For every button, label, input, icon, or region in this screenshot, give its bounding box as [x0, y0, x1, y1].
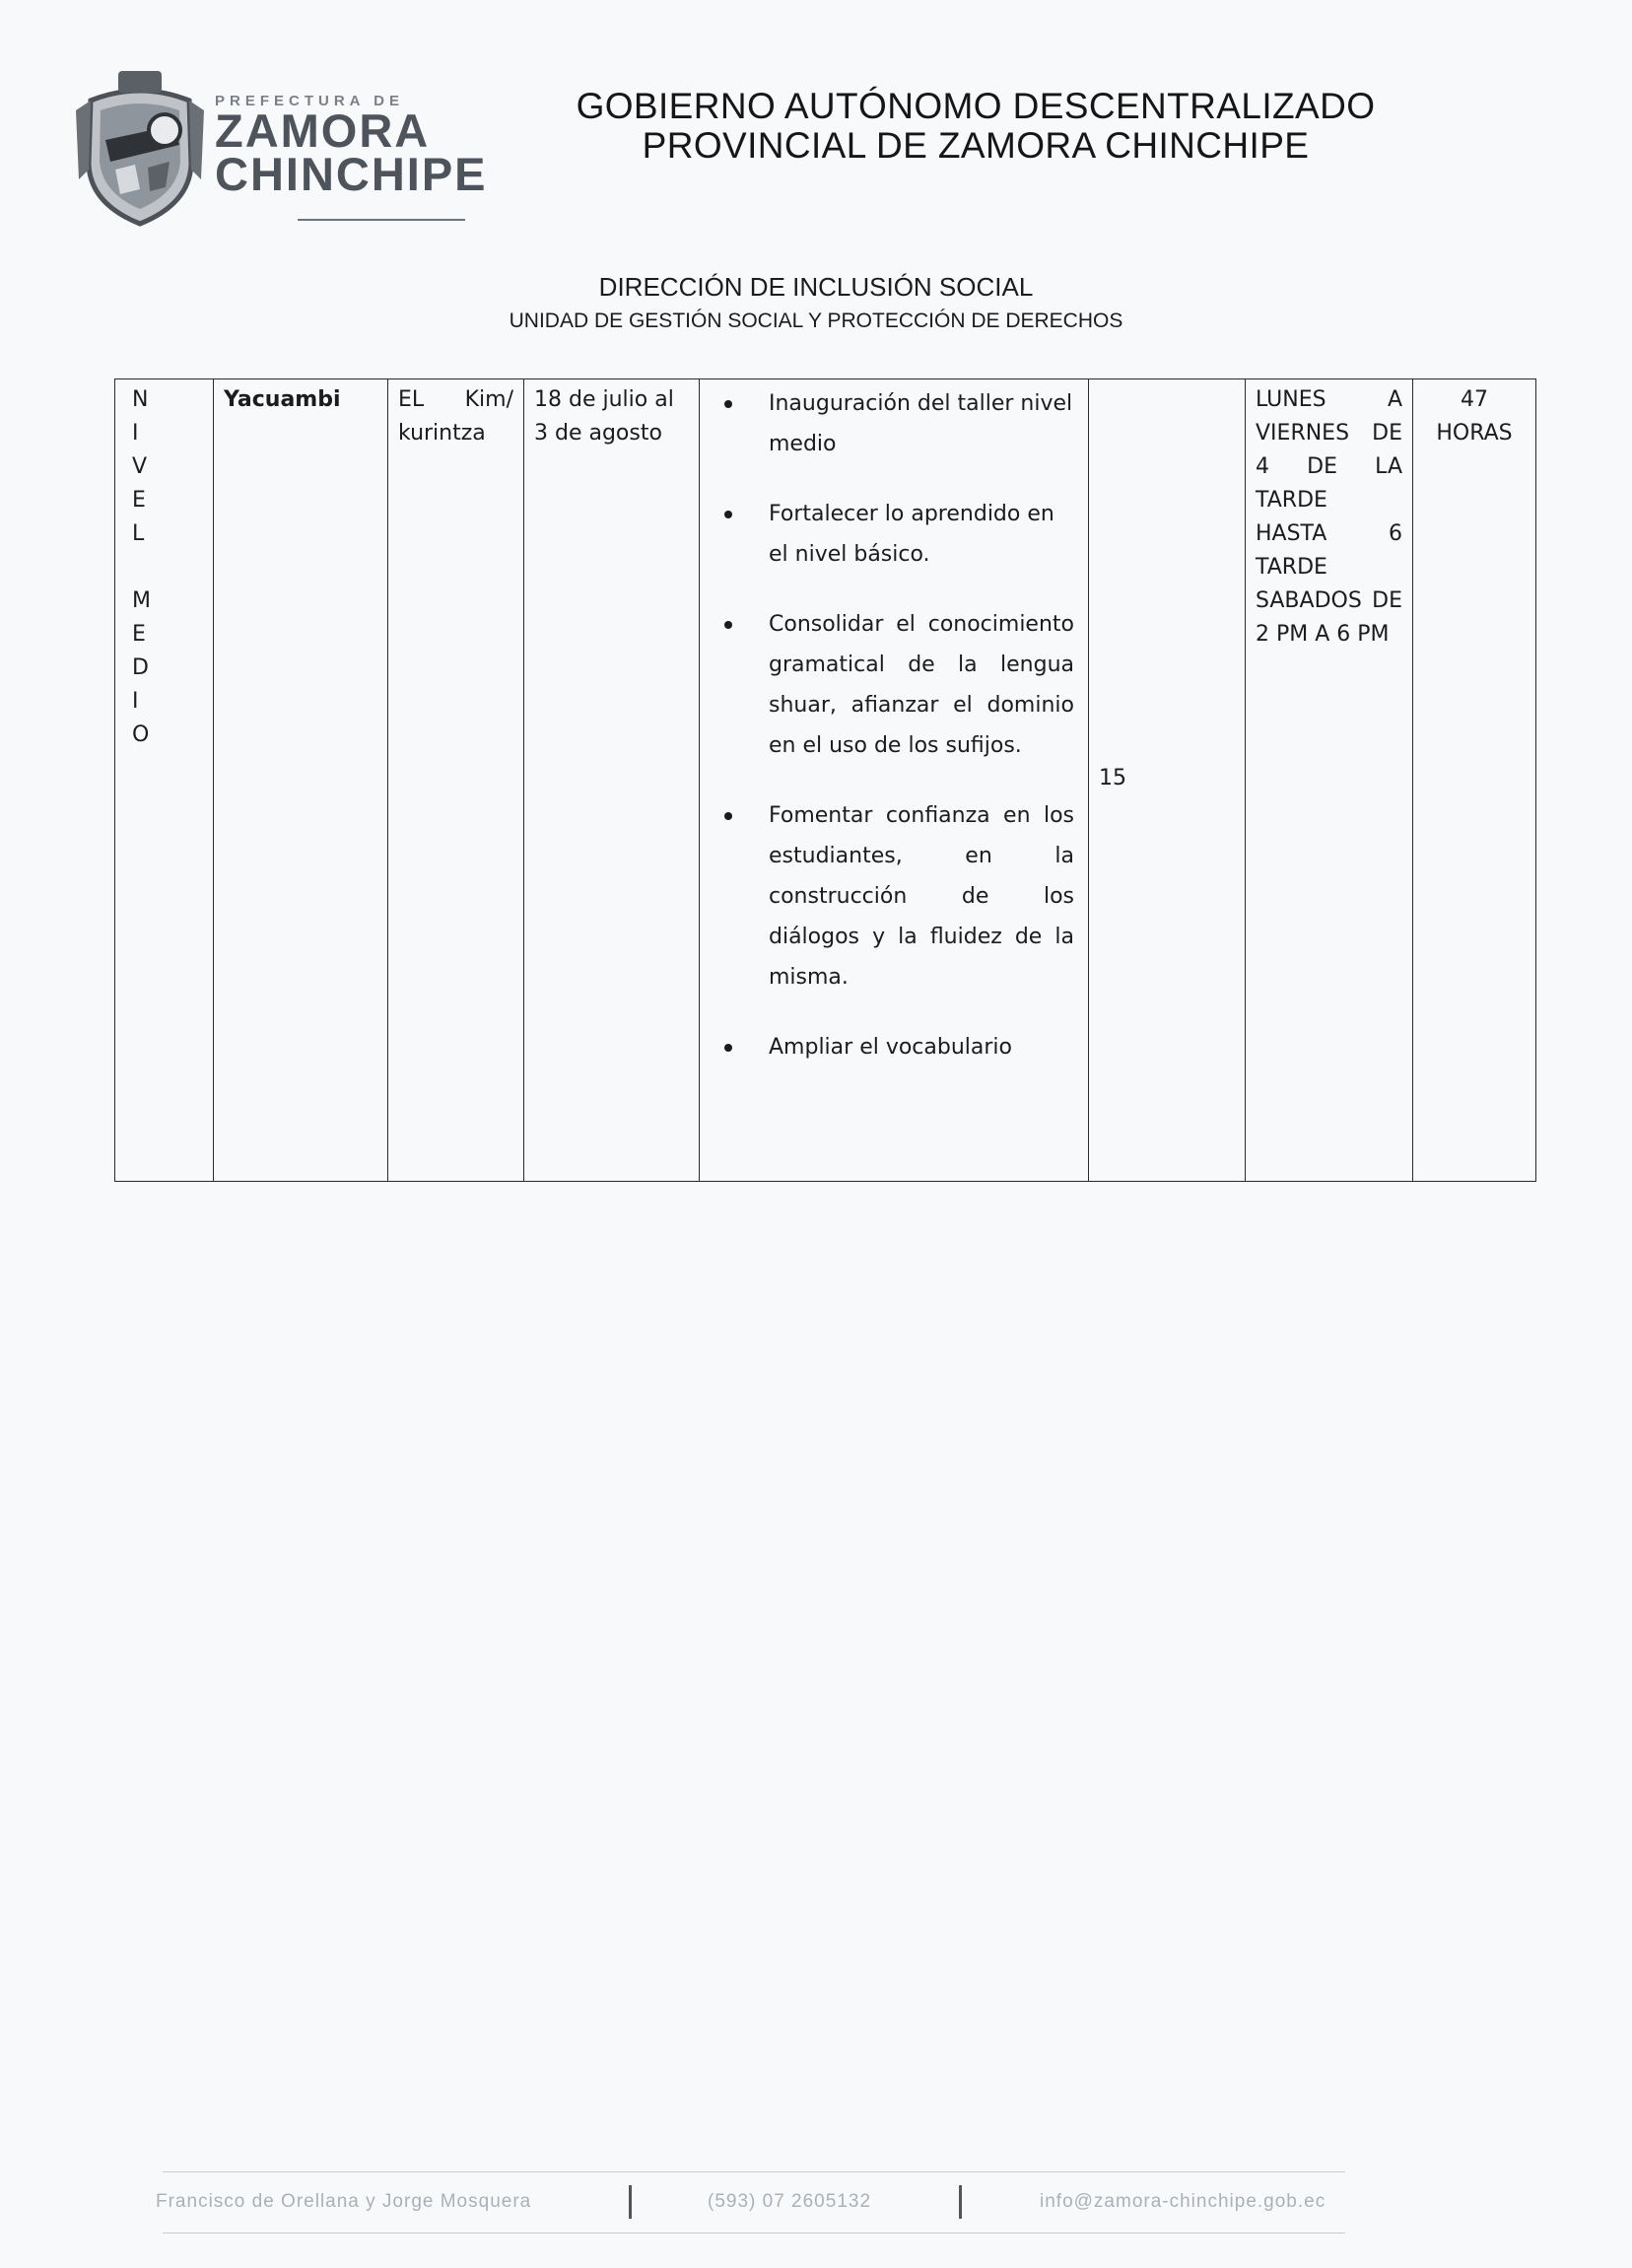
level-letter: M: [132, 588, 151, 613]
unit-title: UNIDAD DE GESTIÓN SOCIAL Y PROTECCIÓN DE DERECHOS: [509, 309, 1123, 332]
government-title-line2: PROVINCIAL DE ZAMORA CHINCHIPE: [642, 125, 1310, 166]
table-row: [115, 379, 1536, 1182]
footer-phone: (593) 07 2605132: [708, 2191, 872, 2212]
government-title-line1: GOBIERNO AUTÓNOMO DESCENTRALIZADO: [576, 86, 1376, 126]
level-letter: D: [132, 655, 149, 680]
level-letter: I: [132, 421, 139, 446]
workshop-table: [114, 378, 1536, 1182]
government-title: [483, 87, 1468, 166]
objectives-list: [710, 383, 1074, 1067]
level-letter: I: [132, 689, 139, 714]
footer-address: Francisco de Orellana y Jorge Mosquera: [156, 2191, 532, 2212]
direction-title: DIRECCIÓN DE INCLUSIÓN SOCIAL: [598, 272, 1034, 302]
list-item: Consolidar el conocimiento gramatical de la lengua shuar, afianzar el dominio en el uso de los sufijos.: [769, 604, 1074, 766]
list-item: Fortalecer lo aprendido en el nivel básico.: [769, 494, 1074, 575]
list-item: Inauguración del taller nivel medio: [769, 383, 1074, 464]
coat-of-arms-icon: [71, 71, 209, 229]
logo-line-chinchipe: CHINCHIPE: [215, 148, 488, 200]
list-item: Fomentar confianza en los estudiantes, en la construcción de los diálogos y la fluidez de la misma.: [769, 795, 1074, 997]
logo-line-zamora: ZAMORA: [215, 104, 431, 157]
footer-email: info@zamora-chinchipe.gob.ec: [1040, 2191, 1326, 2212]
logo-prefix: PREFECTURA DE: [215, 93, 404, 109]
footer-top-rule: [163, 2171, 1345, 2172]
footer-bottom-rule: [163, 2233, 1345, 2234]
level-letter: N: [132, 387, 149, 412]
level-letter: E: [132, 488, 146, 513]
municipality-cell: Yacuambi: [214, 379, 388, 1182]
level-letter: L: [132, 521, 145, 546]
dates-cell: 18 de julio al 3 de agosto: [524, 379, 700, 1182]
community-cell: EL Kim/ kurintza: [388, 379, 524, 1182]
level-letter: E: [132, 622, 146, 647]
hours-cell: 47 HORAS: [1413, 379, 1536, 1182]
schedule-cell: LUNES A VIERNES DE 4 DE LA TARDE HASTA 6 TARDE SABADOS DE 2 PM A 6 PM: [1246, 379, 1413, 1182]
list-item: Ampliar el vocabulario: [769, 1027, 1074, 1067]
footer-separator: [629, 2185, 632, 2219]
objectives-cell: [700, 379, 1089, 1182]
level-cell: [115, 379, 214, 1182]
footer: [148, 2183, 1370, 2223]
level-letter: O: [132, 722, 150, 747]
participants-cell: 15: [1089, 379, 1246, 1182]
logo-underline: [298, 219, 465, 221]
footer-separator: [959, 2185, 962, 2219]
logo: [61, 65, 488, 238]
level-letter: V: [132, 454, 148, 479]
